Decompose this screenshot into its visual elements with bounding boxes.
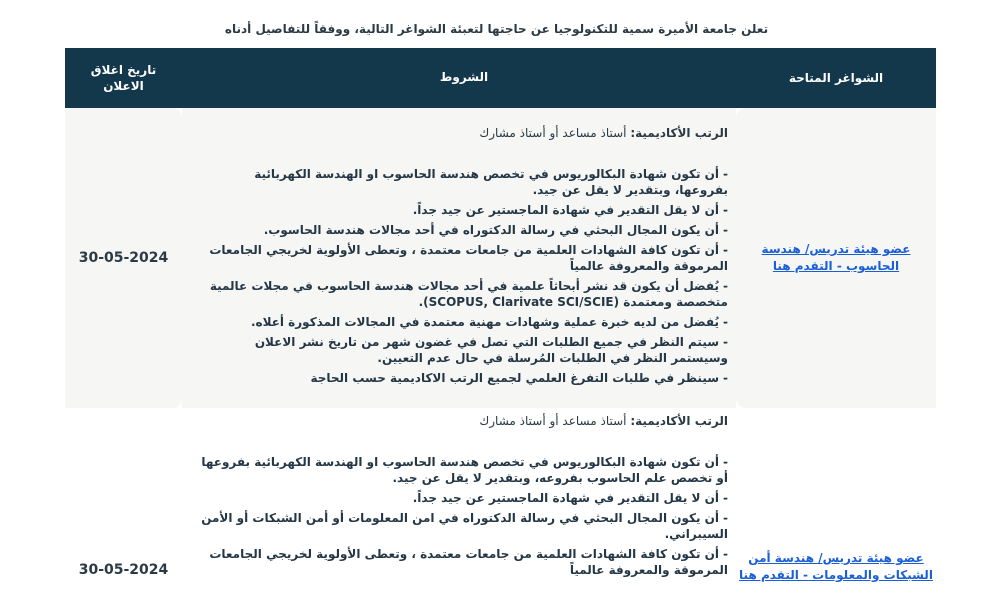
table-row [65, 408, 936, 588]
condition-item: -أن يكون المجال البحثي في رسالة الدكتوراه في امن المعلومات أو أمن الشبكات أو الأمن السيبراني. [201, 511, 728, 541]
position-cell [736, 108, 936, 408]
condition-item: -أن تكون كافة الشهادات العلمية من جامعات معتمدة ، وتعطى الأولوية لخريجي الجامعات المرموقة والمعروفة عالمياً [209, 547, 728, 577]
intro-text: تعلن جامعة الأميرة سمية للتكنولوجيا عن حاجتها لتعبئة الشواغر التالية، ووفقاً للتفاصيل أدناه [224, 22, 769, 36]
condition-item: -سيتم النظر في جميع الطلبات التي تصل في غضون شهر من تاريخ نشر الاعلان وسيستمر النظر في الطلبات المُرسلة في حال عدم التعيين. [254, 335, 728, 365]
ranks-label: الرتب الأكاديمية: [630, 126, 728, 140]
conditions-list [200, 166, 728, 386]
ranks-value: أستاذ مساعد أو أستاذ مشارك [479, 126, 631, 140]
header-conditions: الشروط [182, 48, 736, 108]
table-row [65, 108, 936, 408]
condition-item: -يُفضل من لديه خبرة عملية وشهادات مهنية معتمدة في المجالات المذكورة أعلاه. [250, 315, 728, 329]
condition-item: -سينظر في طلبات التفرغ العلمي لجميع الرتب الاكاديمية حسب الحاجة [310, 371, 728, 385]
academic-ranks [200, 414, 728, 428]
condition-item: -أن تكون كافة الشهادات العلمية من جامعات معتمدة ، وتعطى الأولوية لخريجي الجامعات المرموقة والمعروفة عالمياً [209, 243, 728, 273]
deadline-cell: 30-05-2024 [65, 108, 182, 408]
condition-item: -أن تكون شهادة البكالوريوس في تخصص هندسة الحاسوب او الهندسة الكهربائية بفروعها أو تخصص علم الحاسوب بفروعه، وبتقدير لا يقل عن جيد. [201, 455, 728, 485]
vacancies-table [65, 48, 936, 588]
conditions-cell [182, 408, 736, 588]
position-cell [736, 408, 936, 588]
conditions-list [200, 454, 728, 578]
apply-link-computer-engineering[interactable]: عضو هيئة تدريس/ هندسة الحاسوب - التقدم هنا [761, 242, 911, 273]
conditions-cell [182, 108, 736, 408]
condition-item: -أن يكون المجال البحثي في رسالة الدكتوراه في أحد مجالات هندسة الحاسوب. [263, 223, 728, 237]
deadline-cell: 30-05-2024 [65, 408, 182, 588]
condition-item: -أن تكون شهادة البكالوريوس في تخصص هندسة الحاسوب او الهندسة الكهربائية بفروعها، وبتقدير لا يقل عن جيد. [254, 167, 728, 197]
condition-item: -أن لا يقل التقدير في شهادة الماجستير عن جيد جداً. [412, 491, 728, 505]
condition-item: -يُفضل أن يكون قد نشر أبحاثاً علمية في أحد مجالات هندسة الحاسوب في مجلات عالمية متخصصة ومعتمدة (SCOPUS, Clarivate SCI/SCIE). [209, 279, 728, 309]
apply-link-network-security[interactable]: عضو هيئة تدريس/ هندسة أمن الشبكات والمعلومات - التقدم هنا [739, 551, 933, 582]
header-deadline: تاريخ اغلاق الاعلان [65, 48, 182, 108]
academic-ranks [200, 126, 728, 140]
ranks-value: أستاذ مساعد أو أستاذ مشارك [479, 414, 631, 428]
header-positions: الشواغر المتاحة [736, 48, 936, 108]
condition-item: -أن لا يقل التقدير في شهادة الماجستير عن جيد جداً. [412, 203, 728, 217]
ranks-label: الرتب الأكاديمية: [630, 414, 728, 428]
table-header-row [65, 48, 936, 108]
